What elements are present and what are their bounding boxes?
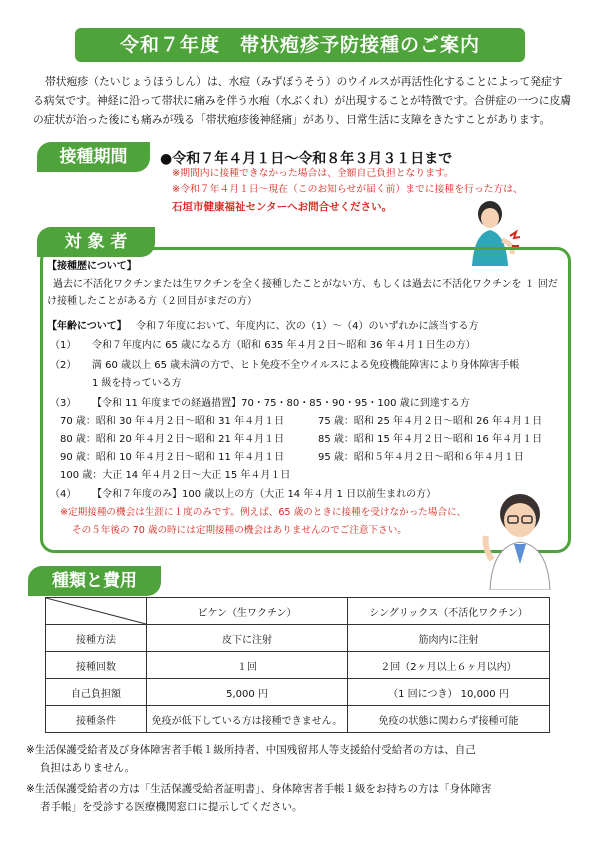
age-heading-row xyxy=(47,318,479,336)
period-label: 接種期間 xyxy=(37,142,150,172)
period-note-2: ※令和７年４月１日～現在（このお知らせが届く前）までに接種を行った方は、 xyxy=(172,184,523,195)
footnote-2a: ※生活保護受給者の方は「生活保護受給者証明書」、身体障害者手帳１級をお持ちの方は「身体障害 xyxy=(26,783,492,795)
item2-text-1: 満 60 歳以上 65 歳未満の方で、ヒト免疫不全ウイルスによる免疫機能障害により身体障害手帳 xyxy=(92,360,520,371)
age-90: 90 歳：昭和 10 年４月２日～昭和 11 年４月１日 xyxy=(60,452,285,463)
age-heading: 【年齢について】 xyxy=(47,321,127,332)
item4-num: （4） xyxy=(50,489,77,500)
warning-line-2: その５年後の 70 歳の時には定期接種の機会はありませんのでご注意下さい。 xyxy=(72,525,407,536)
table-cell: 皮下に注射 xyxy=(147,625,348,652)
table-cell: 接種回数 xyxy=(46,652,147,679)
history-text-2: け接種したことがある方（２回目がまだの方） xyxy=(47,296,257,307)
table-cell: 筋肉内に注射 xyxy=(348,625,550,652)
period-main: ●令和７年４月１日～令和８年３月３１日まで xyxy=(160,151,453,167)
table-cell: 接種条件 xyxy=(46,706,147,733)
fees-label: 種類と費用 xyxy=(28,566,161,596)
age-95: 95 歳：昭和５年４月２日～昭和６年４月１日 xyxy=(318,452,524,463)
page-title: 令和７年度 帯状疱疹予防接種のご案内 xyxy=(75,28,525,62)
table-cell: 接種方法 xyxy=(46,625,147,652)
item3-text: 【令和 11 年度までの経過措置】70・75・80・85・90・95・100 歳に到達する方 xyxy=(92,398,470,409)
age-80: 80 歳：昭和 20 年４月２日～昭和 21 年４月１日 xyxy=(60,434,285,445)
table-header-biken: ビケン（生ワクチン） xyxy=(147,598,348,625)
history-text-1: 過去に不活化ワクチンまたは生ワクチンを全く接種したことがない方、もしくは過去に不活化ワクチンを １ 回だ xyxy=(53,279,558,290)
warning-line-1: ※定期接種の機会は生涯に１度のみです。例えば、65 歳のときに接種を受けなかった場合に、 xyxy=(60,507,467,518)
item1-num: （1） xyxy=(50,340,77,351)
table-header-row xyxy=(46,598,550,625)
footnote-1a: ※生活保護受給者及び身体障害者手帳１級所持者、中国残留邦人等支援給付受給者の方は、自己 xyxy=(26,744,476,756)
table-corner-cell xyxy=(46,598,147,625)
item3-num: （3） xyxy=(50,398,77,409)
table-row xyxy=(46,625,550,652)
table-cell: ２回（2ヶ月以上６ヶ月以内） xyxy=(348,652,550,679)
table-row xyxy=(46,652,550,679)
history-heading: 【接種歴について】 xyxy=(47,261,137,272)
table-cell: １回 xyxy=(147,652,348,679)
table-cell: 自己負担額 xyxy=(46,679,147,706)
table-cell: 免疫の状態に関わらず接種可能 xyxy=(348,706,550,733)
target-label: 対 象 者 xyxy=(37,227,155,257)
table-cell: 免疫が低下している方は接種できません。 xyxy=(147,706,348,733)
age-70: 70 歳：昭和 30 年４月２日～昭和 31 年４月１日 xyxy=(60,416,285,427)
table-row xyxy=(46,679,550,706)
footnote-1b: 負担はありません。 xyxy=(40,762,136,774)
doctor-illustration xyxy=(478,490,560,590)
item2-num: （2） xyxy=(50,360,77,371)
table-header-shingrix: シングリックス（不活化ワクチン） xyxy=(348,598,550,625)
footnote-2b: 者手帳」を受診する医療機関窓口に提示してください。 xyxy=(40,801,303,813)
age-75: 75 歳：昭和 25 年４月２日～昭和 26 年４月１日 xyxy=(318,416,543,427)
item1-text: 令和７年度内に 65 歳になる方（昭和 635 年４月２日～昭和 36 年４月１日生の方） xyxy=(92,340,476,351)
age-intro: 令和７年度において、年度内に、次の（1）～（4）のいずれかに該当する方 xyxy=(136,321,479,332)
item2-text-2: 1 級を持っている方 xyxy=(92,378,182,389)
table-cell: （1 回につき） 10,000 円 xyxy=(348,679,550,706)
period-note-3: 石垣市健康福祉センターへお問合せください。 xyxy=(172,201,393,213)
item4-text: 【令和７年度のみ】100 歳以上の方（大正 14 年４月 1 日以前生まれの方） xyxy=(92,489,437,500)
table-row xyxy=(46,706,550,733)
age-100: 100 歳：大正 14 年４月２日～大正 15 年４月１日 xyxy=(60,470,291,481)
age-85: 85 歳：昭和 15 年４月２日～昭和 16 年４月１日 xyxy=(318,434,543,445)
fees-table xyxy=(45,597,550,733)
intro-text: 帯状疱疹（たいじょうほうしん）は、水痘（みずぼうそう）のウイルスが再活性化することによって発症する病気です。神経に沿って帯状に痛みを伴う水疱（水ぶくれ）が出現することが特徴です。合併症の一つに皮膚の症状が治った後にも痛みが残る「帯状疱疹後神経痛」があり、日常生活に支障をきたすことがあります。 xyxy=(33,75,572,126)
table-cell: 5,000 円 xyxy=(147,679,348,706)
period-note-1: ※期間内に接種できなかった場合は、全額自己負担となります。 xyxy=(172,168,454,179)
